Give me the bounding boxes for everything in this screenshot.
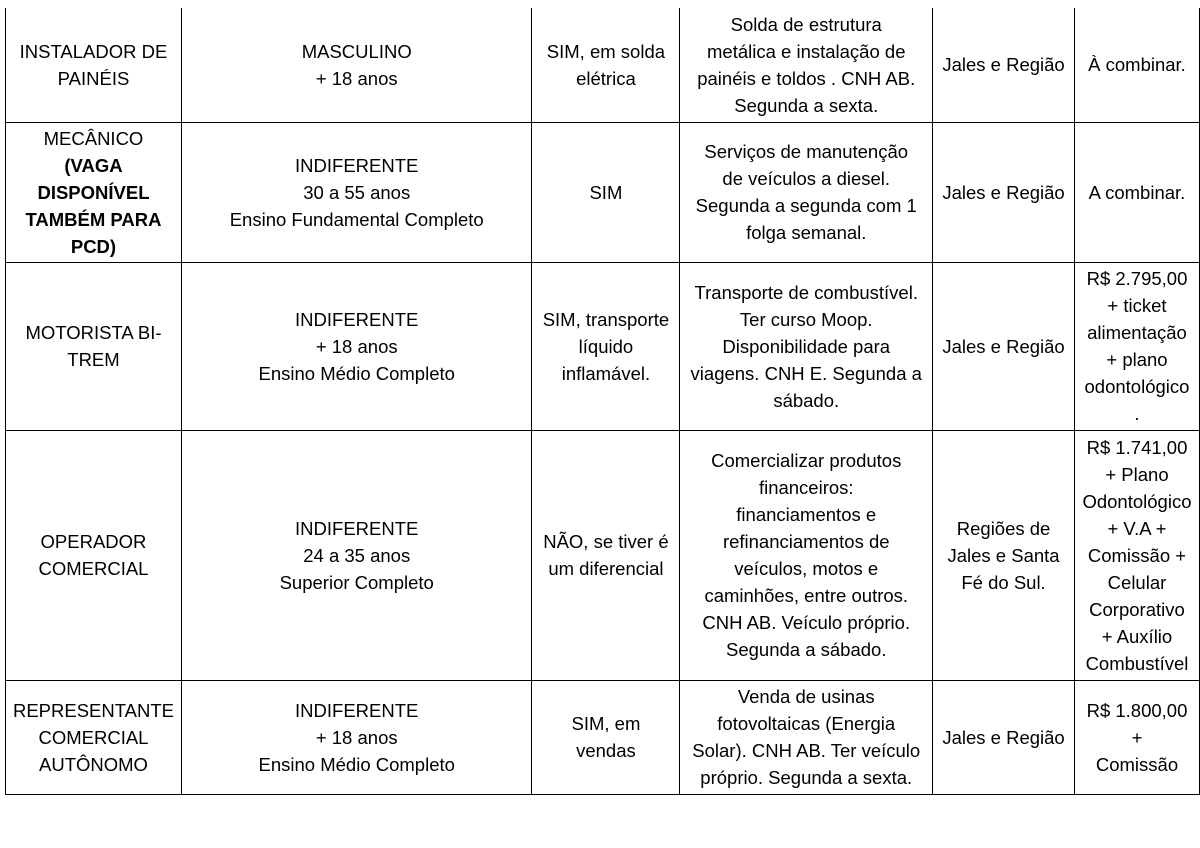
- experience-cell: SIM, transporte líquido inflamável.: [532, 262, 680, 430]
- job-title-cell: MOTORISTA BI- TREM: [6, 262, 182, 430]
- profile-cell: INDIFERENTE 24 a 35 anos Superior Completo: [181, 430, 532, 680]
- activities-cell: Solda de estrutura metálica e instalação de painéis e toldos . CNH AB. Segunda a sexta.: [680, 8, 933, 122]
- location-cell: Jales e Região: [933, 122, 1075, 262]
- activities-cell: Serviços de manutenção de veículos a diesel. Segunda a segunda com 1 folga semanal.: [680, 122, 933, 262]
- job-title-cell: INSTALADOR DE PAINÉIS: [6, 8, 182, 122]
- table-row: [6, 8, 1200, 122]
- profile-cell: INDIFERENTE 30 a 55 anos Ensino Fundamental Completo: [181, 122, 532, 262]
- profile-cell: INDIFERENTE + 18 anos Ensino Médio Completo: [181, 262, 532, 430]
- salary-cell: A combinar.: [1074, 122, 1199, 262]
- activities-cell: Transporte de combustível. Ter curso Moop. Disponibilidade para viagens. CNH E. Segunda a sábado.: [680, 262, 933, 430]
- experience-cell: SIM, em solda elétrica: [532, 8, 680, 122]
- table-row: [6, 430, 1200, 680]
- salary-cell: R$ 2.795,00 + ticket alimentação + plano odontológico .: [1074, 262, 1199, 430]
- experience-cell: SIM: [532, 122, 680, 262]
- job-title-cell: MECÂNICO (VAGA DISPONÍVEL TAMBÉM PARA PCD): [6, 122, 182, 262]
- location-cell: Jales e Região: [933, 262, 1075, 430]
- pcd-note: (VAGA DISPONÍVEL TAMBÉM PARA PCD): [25, 154, 162, 257]
- job-listings-table: [5, 8, 1200, 795]
- salary-cell: R$ 1.800,00 + Comissão: [1074, 680, 1199, 794]
- salary-cell: R$ 1.741,00 + Plano Odontológico + V.A + Comissão + Celular Corporativo + Auxílio Combustível: [1074, 430, 1199, 680]
- job-title-cell: REPRESENTANTE COMERCIAL AUTÔNOMO: [6, 680, 182, 794]
- experience-cell: SIM, em vendas: [532, 680, 680, 794]
- salary-cell: À combinar.: [1074, 8, 1199, 122]
- table-row: [6, 680, 1200, 794]
- location-cell: Jales e Região: [933, 680, 1075, 794]
- profile-cell: INDIFERENTE + 18 anos Ensino Médio Completo: [181, 680, 532, 794]
- table-row: [6, 262, 1200, 430]
- job-title-cell: OPERADOR COMERCIAL: [6, 430, 182, 680]
- activities-cell: Comercializar produtos financeiros: financiamentos e refinanciamentos de veículos, motos e caminhões, entre outros. CNH AB. Veículo próprio. Segunda a sábado.: [680, 430, 933, 680]
- profile-cell: MASCULINO + 18 anos: [181, 8, 532, 122]
- experience-cell: NÃO, se tiver é um diferencial: [532, 430, 680, 680]
- table-row: [6, 122, 1200, 262]
- activities-cell: Venda de usinas fotovoltaicas (Energia Solar). CNH AB. Ter veículo próprio. Segunda a sexta.: [680, 680, 933, 794]
- location-cell: Jales e Região: [933, 8, 1075, 122]
- location-cell: Regiões de Jales e Santa Fé do Sul.: [933, 430, 1075, 680]
